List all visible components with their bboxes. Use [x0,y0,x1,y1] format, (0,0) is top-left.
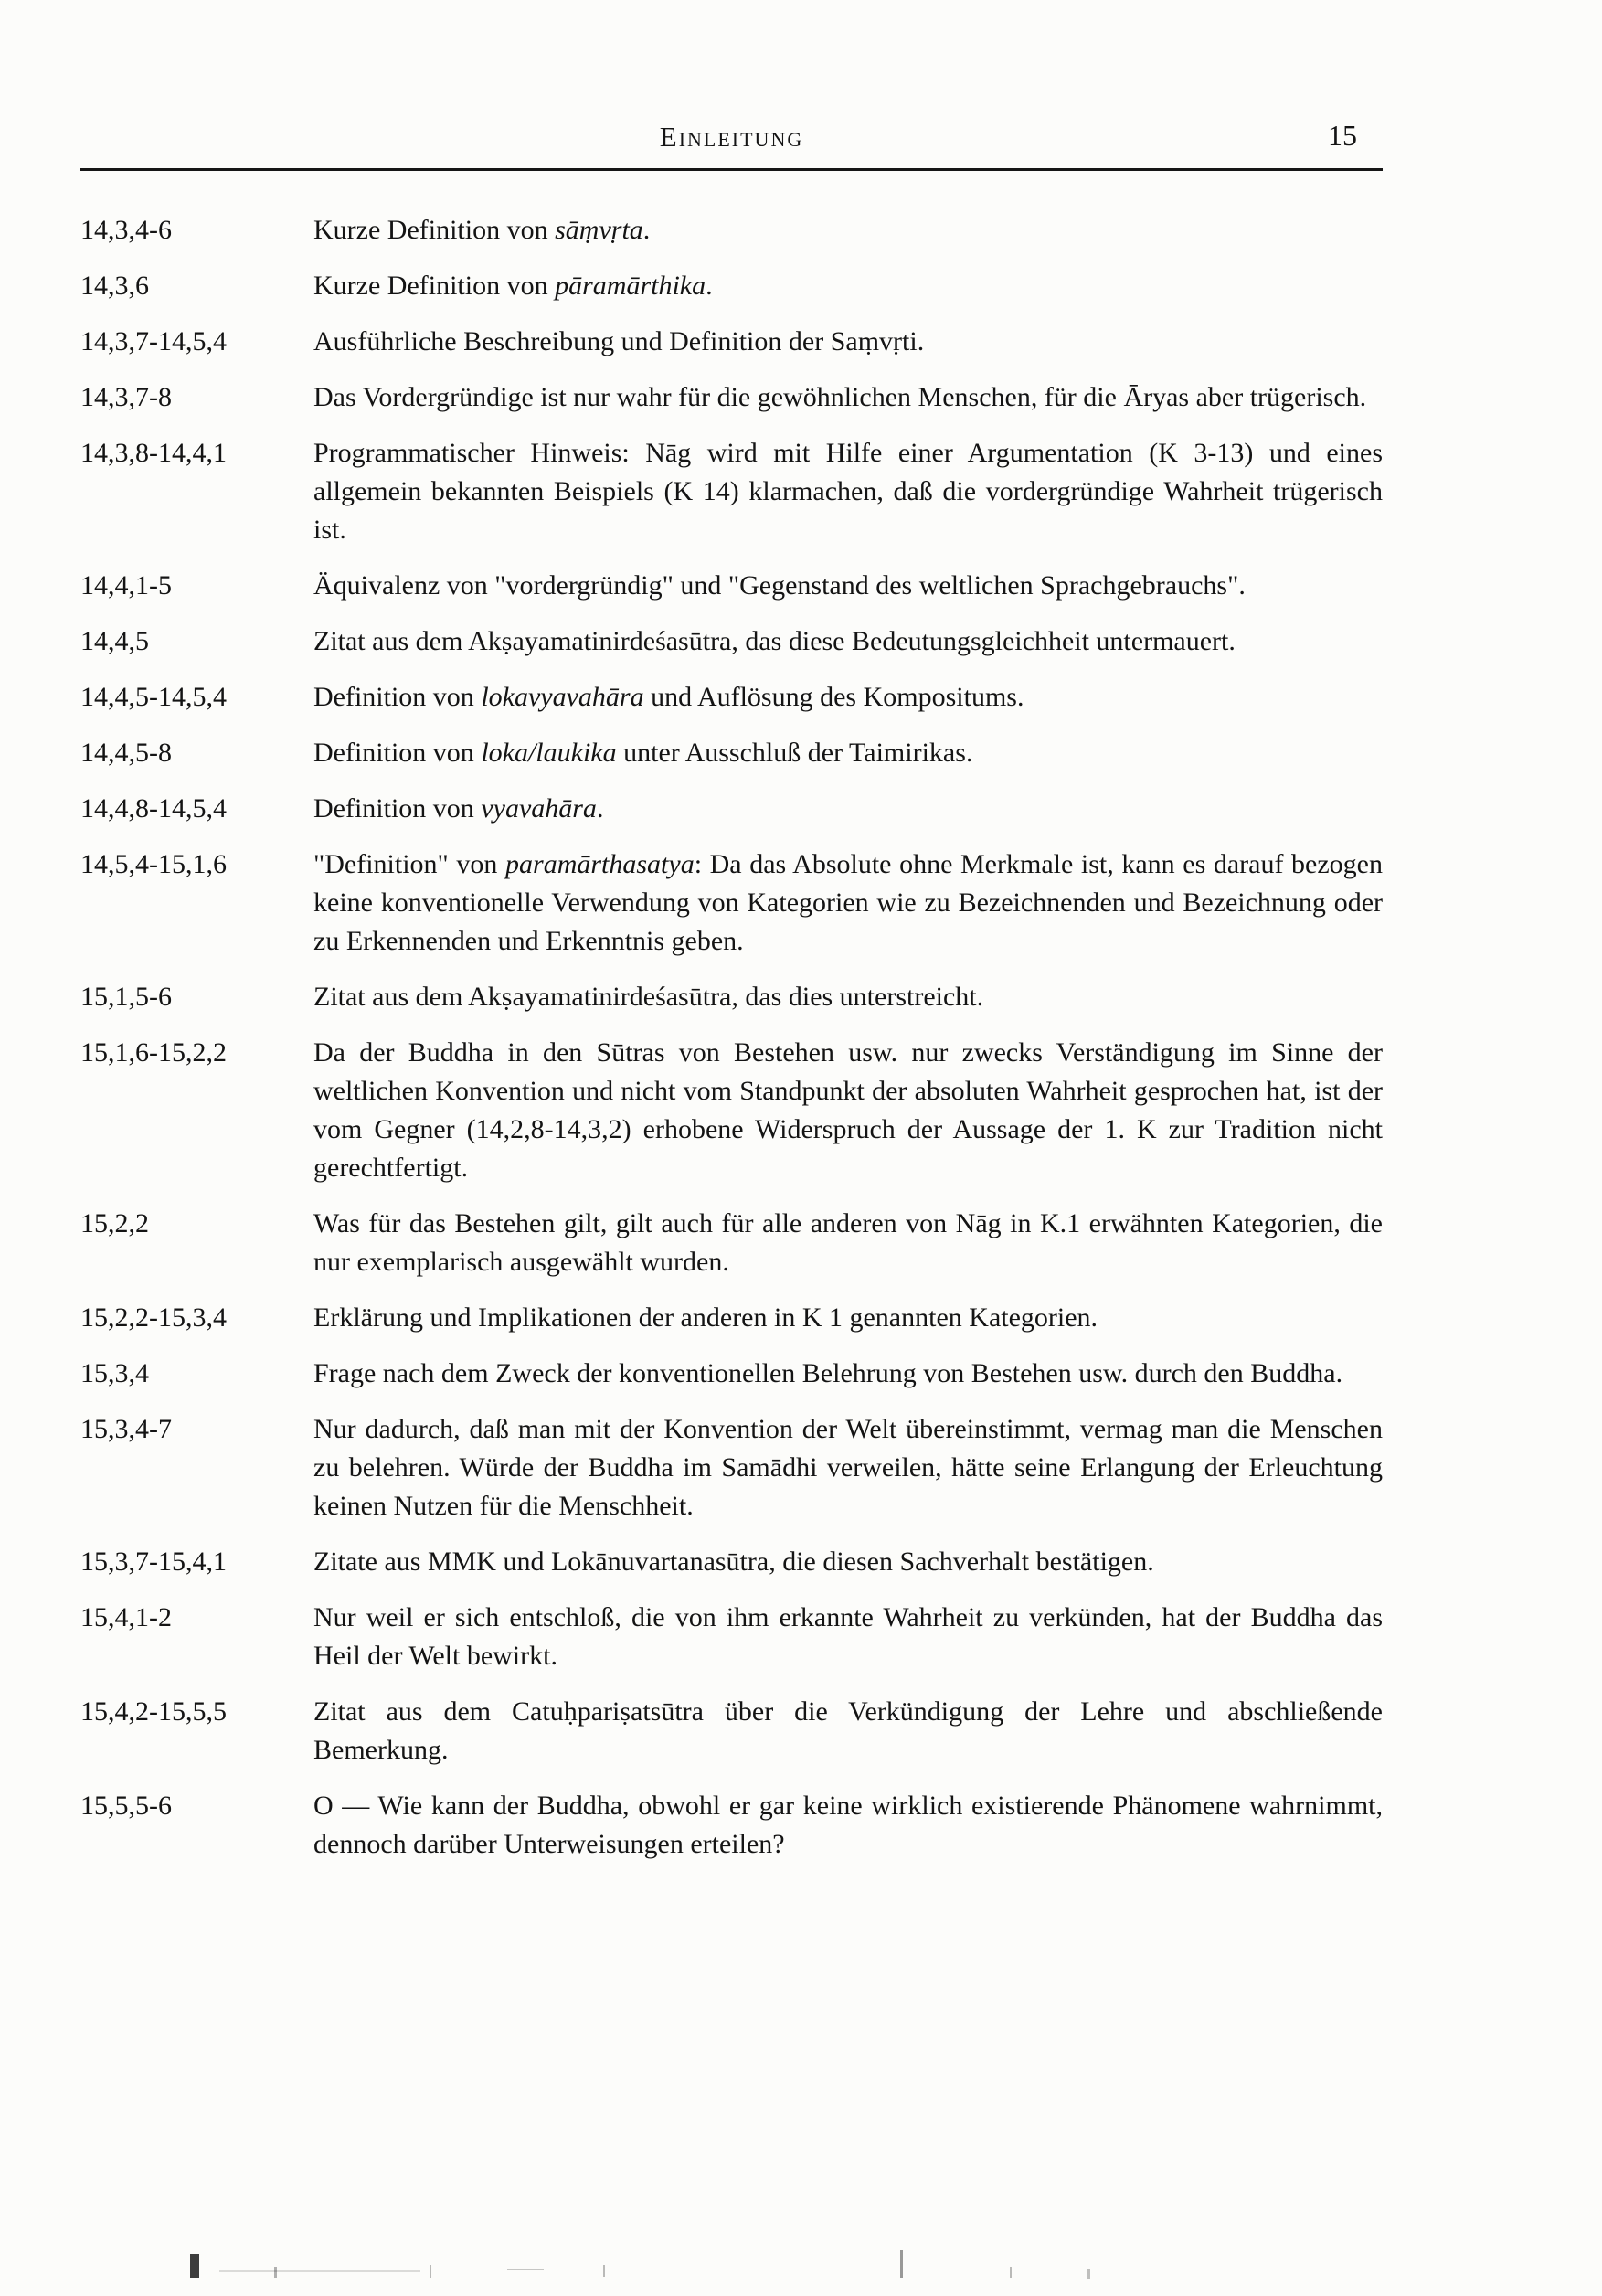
chapter-header: Einleitung [659,121,804,153]
entry-ref: 15,5,5-6 [80,1791,172,1821]
text-segment: Definition von [313,682,482,712]
page-content [80,121,1383,1881]
scan-artifact [219,2270,420,2272]
entry-ref: 14,3,7-14,5,4 [80,326,227,356]
entry-ref: 14,5,4-15,1,6 [80,849,227,879]
sanskrit-term: sāṃvṛta [555,215,643,245]
text-segment: Definition von [313,738,482,768]
toc-entry [80,1787,1383,1864]
entry-text [313,734,1383,772]
toc-entry [80,678,1383,717]
toc-entry [80,622,1383,661]
text-segment: Zitate aus MMK und Lokānuvartanasūtra, die diesen Sachverhalt bestätigen. [313,1547,1154,1577]
text-segment: Programmatischer Hinweis: Nāg wird mit Hilfe einer Argumentation (K 3-13) und eines allgemein bekannten Beispiels (K 14) klarmachen, daß die vordergründige Wahrheit trügerisch ist. [313,438,1383,545]
entry-text [313,1299,1383,1337]
toc-entry [80,734,1383,772]
toc-entry [80,1355,1383,1393]
text-segment: Zitat aus dem Akṣayamatinirdeśasūtra, das dies unterstreicht. [313,982,984,1012]
page-number: 15 [1328,119,1357,152]
toc-entry [80,211,1383,250]
scan-artifact [274,2267,277,2278]
entry-text [313,1205,1383,1281]
text-segment: Ausführliche Beschreibung und Definition der Saṃvṛti. [313,326,925,356]
entry-ref: 14,4,5-8 [80,738,172,768]
text-segment: Das Vordergründige ist nur wahr für die gewöhnlichen Menschen, für die Āryas aber trügerisch. [313,382,1367,412]
text-segment: Kurze Definition von [313,215,556,245]
toc-entry [80,434,1383,549]
entry-text [313,1693,1383,1770]
text-segment: O — Wie kann der Buddha, obwohl er gar keine wirklich existierende Phänomene wahrnimmt, dennoch darüber Unterweisungen erteilen? [313,1791,1383,1859]
running-head [80,121,1383,163]
entry-ref: 14,3,8-14,4,1 [80,438,227,468]
entry-text [313,1410,1383,1525]
entry-ref: 14,3,7-8 [80,382,172,412]
entry-list [80,211,1383,1864]
text-segment: und Auflösung des Kompositums. [643,682,1024,712]
text-segment: Kurze Definition von [313,271,556,301]
entry-ref: 14,3,6 [80,271,149,301]
entry-ref: 15,1,6-15,2,2 [80,1037,227,1068]
entry-ref: 15,2,2-15,3,4 [80,1302,227,1333]
toc-entry [80,1299,1383,1337]
entry-text [313,267,1383,305]
entry-text [313,567,1383,605]
entry-ref: 15,3,7-15,4,1 [80,1547,227,1577]
entry-text [313,378,1383,417]
text-segment: Zitat aus dem Catuḥpariṣatsūtra über die Verkündigung der Lehre und abschließende Bemerkung. [313,1696,1383,1765]
text-segment: . [596,793,604,824]
toc-entry [80,1410,1383,1525]
toc-entry [80,790,1383,828]
toc-entry [80,1543,1383,1581]
scan-artifact [1010,2267,1012,2278]
toc-entry [80,267,1383,305]
sanskrit-term: paramārthasatya [505,849,695,879]
entry-text [313,323,1383,361]
text-segment: Was für das Bestehen gilt, gilt auch für alle anderen von Nāg in K.1 erwähnten Kategorien, die nur exemplarisch ausgewählt wurden. [313,1208,1383,1277]
entry-ref: 14,4,5 [80,626,149,656]
text-segment: Frage nach dem Zweck der konventionellen Belehrung von Bestehen usw. durch den Buddha. [313,1358,1343,1388]
entry-text [313,434,1383,549]
toc-entry [80,1205,1383,1281]
text-segment: unter Ausschluß der Taimirikas. [616,738,973,768]
toc-entry [80,1034,1383,1187]
entry-ref: 14,4,8-14,5,4 [80,793,227,824]
toc-entry [80,323,1383,361]
text-segment: Da der Buddha in den Sūtras von Bestehen usw. nur zwecks Verständigung im Sinne der weltlichen Konvention und nicht vom Standpunkt der absoluten Wahrheit gesprochen hat, ist der vom Gegner (14,2,8-14,3,2) erhobene Widerspruch der Aussage der 1. K zur Tradition nicht gerechtfertigt. [313,1037,1383,1183]
text-segment: Zitat aus dem Akṣayamatinirdeśasūtra, das diese Bedeutungsgleichheit untermauert. [313,626,1236,656]
entry-ref: 14,4,5-14,5,4 [80,682,227,712]
text-segment: Erklärung und Implikationen der anderen in K 1 genannten Kategorien. [313,1302,1098,1333]
entry-text [313,1599,1383,1675]
sanskrit-term: vyavahāra [481,793,597,824]
entry-ref: 15,4,1-2 [80,1602,172,1632]
entry-text [313,678,1383,717]
entry-ref: 15,3,4-7 [80,1414,172,1444]
scan-artifact [190,2254,199,2278]
entry-text [313,1355,1383,1393]
text-segment: Definition von [313,793,482,824]
toc-entry [80,845,1383,961]
toc-entry [80,978,1383,1016]
entry-text [313,1543,1383,1581]
text-segment: "Definition" von [313,849,506,879]
toc-entry [80,567,1383,605]
entry-text [313,1787,1383,1864]
entry-text [313,1034,1383,1187]
entry-text [313,978,1383,1016]
sanskrit-term: pāramārthika [555,271,706,301]
scan-artifact [1087,2269,1090,2279]
scan-artifact [603,2265,605,2277]
text-segment: Nur dadurch, daß man mit der Konvention der Welt übereinstimmt, vermag man die Menschen zu belehren. Würde der Buddha im Samādhi verweilen, hätte seine Erlangung der Erleuchtung keinen Nutzen für die Menschheit. [313,1414,1383,1521]
entry-text [313,845,1383,961]
header-rule [80,168,1383,171]
text-segment: : Da das Absolute ohne Merkmale ist, kann es darauf bezogen keine konventionelle Verwendung von Kategorien wie zu Bezeichnenden und Bezeichnung oder zu Erkennenden und Erkenntnis geben. [313,849,1383,956]
scan-artifact [900,2250,903,2278]
sanskrit-term: loka/laukika [481,738,617,768]
entry-text [313,790,1383,828]
entry-ref: 14,3,4-6 [80,215,172,245]
entry-ref: 15,3,4 [80,1358,149,1388]
entry-ref: 15,2,2 [80,1208,149,1238]
entry-ref: 14,4,1-5 [80,570,172,601]
text-segment: . [706,271,713,301]
entry-text [313,622,1383,661]
entry-ref: 15,4,2-15,5,5 [80,1696,227,1727]
text-segment: Äquivalenz von "vordergründig" und "Gegenstand des weltlichen Sprachgebrauchs". [313,570,1246,601]
sanskrit-term: lokavyavahāra [481,682,644,712]
scan-artifact [430,2265,431,2278]
text-segment: . [642,215,651,245]
scan-artifact [507,2269,544,2270]
toc-entry [80,1599,1383,1675]
entry-ref: 15,1,5-6 [80,982,172,1012]
entry-text [313,211,1383,250]
toc-entry [80,378,1383,417]
toc-entry [80,1693,1383,1770]
text-segment: Nur weil er sich entschloß, die von ihm erkannte Wahrheit zu verkünden, hat der Buddha das Heil der Welt bewirkt. [313,1602,1383,1671]
